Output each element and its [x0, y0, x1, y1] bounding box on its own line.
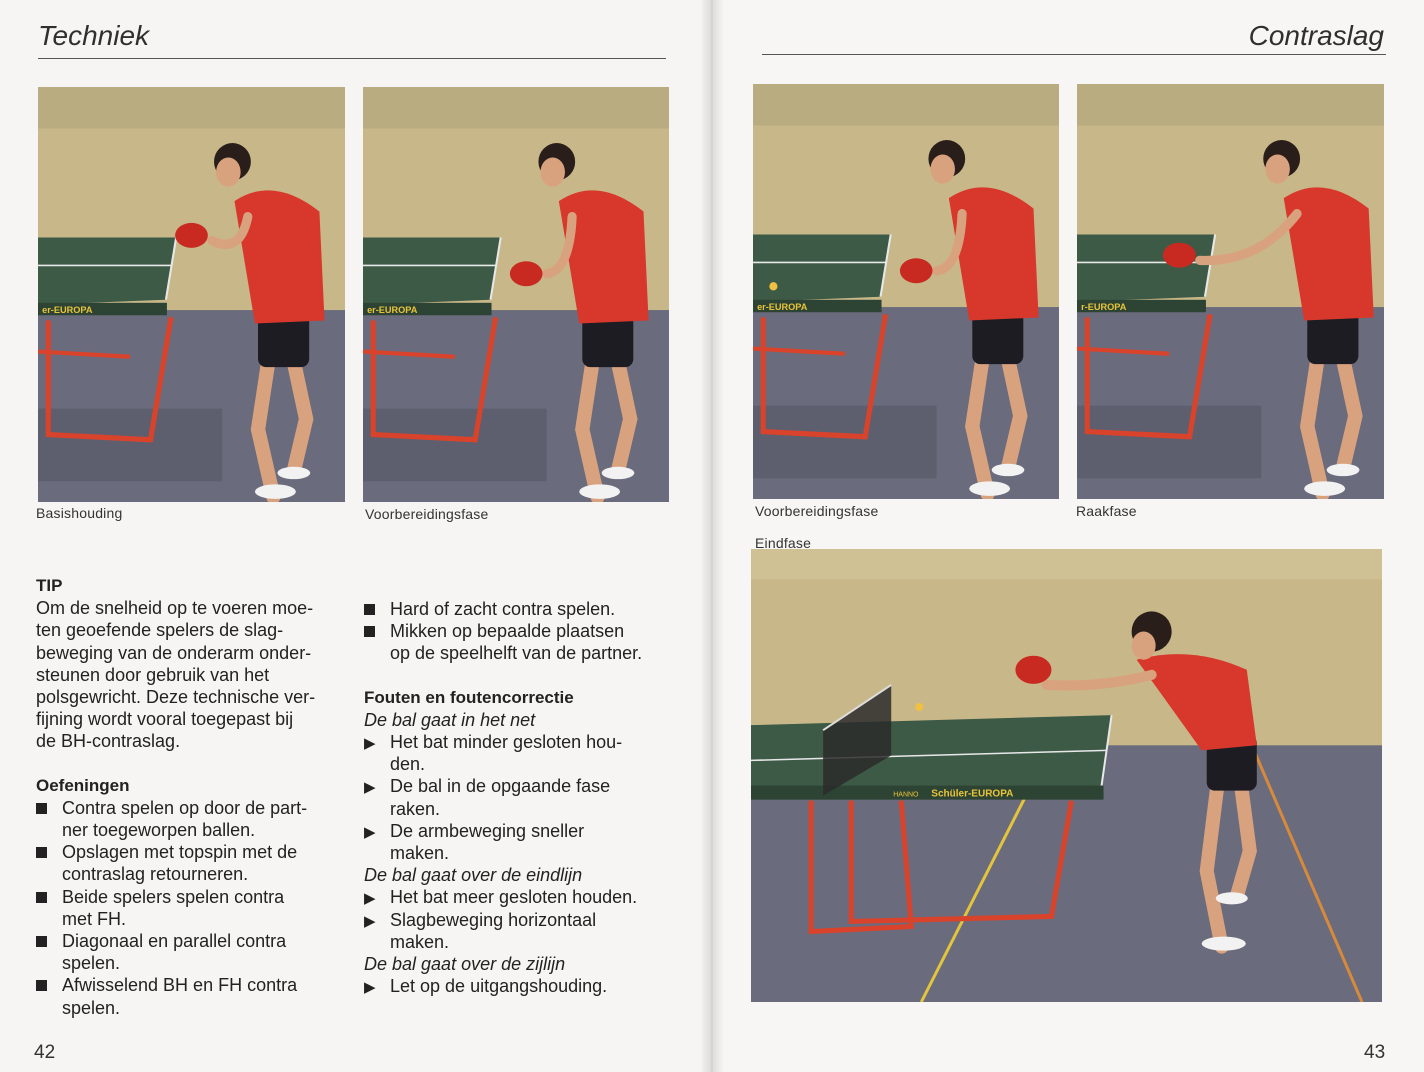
player-face [216, 158, 241, 187]
text-line: Mikken op bepaalde plaatsen [390, 621, 625, 642]
net-label: HANNO [893, 791, 919, 799]
triangle-bullet-icon: ▶ [364, 823, 376, 841]
player-shoe [969, 481, 1010, 496]
text-line: met FH. [62, 908, 127, 929]
table-top [363, 237, 501, 304]
header-rule [38, 58, 666, 59]
fouten-heading: Fouten en foutencorrectie [364, 687, 574, 707]
text-line: polsgewricht. Deze technische ver- [36, 687, 316, 708]
paddle [1015, 656, 1051, 684]
text-line: contraslag retourneren. [62, 864, 249, 885]
player-face [1265, 155, 1290, 184]
caption-voorbereidingsfase-right: Voorbereidingsfase [755, 503, 879, 519]
player-face [1132, 632, 1156, 660]
triangle-bullet-icon: ▶ [364, 890, 376, 908]
triangle-bullet-icon: ▶ [364, 779, 376, 797]
player-shoe [602, 467, 635, 479]
header-rule [762, 54, 1386, 55]
table-brand: er-EUROPA [757, 302, 808, 313]
floor-shadow [1077, 406, 1261, 479]
caption-basishouding: Basishouding [36, 505, 123, 521]
text-line: maken. [390, 931, 450, 952]
table-brand: r-EUROPA [1081, 302, 1127, 313]
table-top [38, 237, 176, 304]
square-bullet-icon [36, 803, 47, 814]
triangle-bullet-icon: ▶ [364, 735, 376, 753]
text-line: Hard of zacht contra spelen. [390, 599, 616, 619]
ball [915, 703, 923, 711]
square-bullet-icon [36, 797, 58, 819]
text-line: Afwisselend BH en FH contra [62, 975, 298, 996]
paddle [510, 261, 543, 286]
bullet-item [36, 797, 356, 841]
triangle-bullet-icon [364, 775, 386, 799]
text-column-left [36, 575, 356, 1019]
floor-shadow [38, 409, 222, 482]
text-line: Beide spelers spelen contra [62, 886, 285, 907]
square-bullet-icon [364, 598, 386, 620]
triangle-bullet-icon [364, 731, 386, 755]
square-bullet-icon [364, 626, 375, 637]
player-shoe [1304, 481, 1345, 496]
text-line: ten geoefende spelers de slag- [36, 620, 284, 641]
paddle [1163, 243, 1196, 268]
bullet-item [36, 930, 356, 974]
table-brand: er-EUROPA [42, 305, 93, 316]
triangle-bullet-icon [364, 975, 386, 999]
fault-description: De bal gaat over de zijlijn [364, 954, 566, 975]
correction-item [364, 975, 684, 997]
square-bullet-icon [36, 847, 47, 858]
table-brand: Schüler-EUROPA [931, 788, 1014, 800]
triangle-bullet-icon [364, 886, 386, 910]
bullet-item [36, 974, 356, 1018]
correction-item [364, 820, 684, 864]
oefeningen-list [36, 797, 356, 1019]
spacer [364, 665, 684, 687]
table-brand: er-EUROPA [367, 305, 418, 316]
text-line: Let op de uitgangshouding. [390, 976, 608, 997]
table-apron [751, 786, 1104, 800]
text-line: Opslagen met topspin met de [62, 842, 298, 863]
text-column-right [364, 598, 684, 997]
book-gutter [700, 0, 724, 1072]
fault-description: De bal gaat in het net [364, 709, 536, 730]
square-bullet-icon [36, 980, 47, 991]
photo-eindfase [751, 549, 1382, 1002]
text-line: spelen. [62, 997, 121, 1018]
correction-item [364, 731, 684, 775]
tip-heading: TIP [36, 576, 63, 595]
ball [769, 282, 777, 290]
text-line: Om de snelheid op te voeren moe- [36, 598, 314, 619]
bullet-item [364, 598, 684, 620]
square-bullet-icon [36, 841, 58, 863]
oefeningen-list-continued [364, 598, 684, 665]
table-top [1077, 234, 1215, 301]
triangle-bullet-icon: ▶ [364, 912, 376, 930]
triangle-bullet-icon [364, 909, 386, 933]
photo-basishouding [38, 87, 345, 502]
text-line: Diagonaal en parallel contra [62, 931, 287, 952]
player-shoe [277, 467, 310, 479]
correction-item [364, 909, 684, 953]
photo-voorbereidingsfase [363, 87, 669, 502]
text-line: De bal in de opgaande fase [390, 776, 611, 797]
text-line: op de speelhelft van de partner. [390, 643, 643, 664]
square-bullet-icon [36, 892, 47, 903]
player-shoe [1327, 464, 1360, 476]
text-line: beweging van de onderarm onder- [36, 642, 312, 663]
text-line: den. [390, 754, 426, 775]
photo-voorbereidingsfase-right [753, 84, 1059, 499]
correction-item [364, 775, 684, 819]
running-head: Contraslag [1248, 20, 1384, 51]
photo-raakfase [1077, 84, 1384, 499]
wall-top [751, 549, 1382, 579]
text-line: steunen door gebruik van het [36, 664, 270, 685]
square-bullet-icon [36, 936, 47, 947]
bullet-item [364, 620, 684, 664]
text-line: fijning wordt vooral toegepast bij [36, 709, 294, 730]
text-line: Het bat meer gesloten houden. [390, 887, 638, 908]
running-head: Techniek [38, 20, 150, 51]
square-bullet-icon [36, 930, 58, 952]
floor-shadow [363, 409, 547, 482]
text-line: De armbeweging sneller [390, 820, 585, 841]
text-line: Slagbeweging horizontaal [390, 909, 597, 930]
floor-shadow [753, 406, 937, 479]
caption-raakfase: Raakfase [1076, 503, 1137, 519]
player-shoe [579, 484, 620, 499]
spacer [36, 753, 356, 775]
caption-voorbereidingsfase: Voorbereidingsfase [365, 506, 489, 522]
player-shoe [1202, 937, 1246, 951]
text-line: spelen. [62, 953, 121, 974]
square-bullet-icon [36, 886, 58, 908]
text-line: Het bat minder gesloten hou- [390, 732, 623, 753]
player-shoe [992, 464, 1025, 476]
square-bullet-icon [364, 604, 375, 615]
page-number-right: 43 [1364, 1042, 1386, 1063]
paddle [175, 223, 208, 248]
triangle-bullet-icon: ▶ [364, 979, 376, 997]
paddle [900, 258, 933, 283]
oefeningen-heading: Oefeningen [36, 775, 130, 795]
fault-description: De bal gaat over de eindlijn [364, 865, 583, 886]
text-line: ner toegeworpen ballen. [62, 820, 256, 841]
text-line: maken. [390, 843, 450, 864]
square-bullet-icon [36, 974, 58, 996]
text-line: raken. [390, 798, 441, 819]
square-bullet-icon [364, 620, 386, 642]
wall-shadow [753, 84, 1059, 126]
bullet-item [36, 886, 356, 930]
page-number-left: 42 [34, 1042, 56, 1063]
player-face [930, 155, 954, 184]
triangle-bullet-icon [364, 820, 386, 844]
player-shoe [1216, 892, 1248, 904]
wall-shadow [38, 87, 345, 129]
wall-shadow [1077, 84, 1384, 126]
caption-eindfase: Eindfase [755, 535, 812, 551]
wall-shadow [363, 87, 669, 129]
player-shoe [255, 484, 296, 499]
text-line: Contra spelen op door de part- [62, 797, 308, 818]
player-face [540, 158, 564, 187]
bullet-item [36, 841, 356, 885]
fouten-list [364, 709, 684, 998]
text-line: de BH-contraslag. [36, 731, 181, 752]
correction-item [364, 886, 684, 908]
tip-text [36, 597, 356, 752]
table-top [753, 234, 891, 301]
